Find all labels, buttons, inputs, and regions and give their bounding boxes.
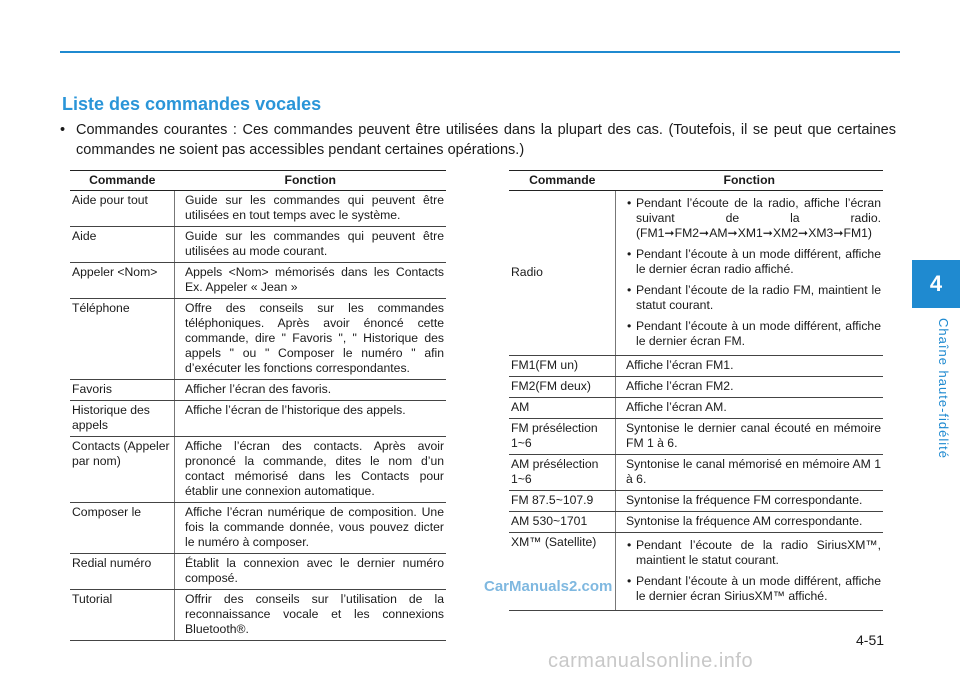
watermark-carmanualsonline: carmanualsonline.info (548, 650, 754, 672)
table-row (70, 263, 446, 299)
command-cell: FM2(FM deux) (509, 377, 616, 398)
table-row (70, 437, 446, 503)
col-header-command: Commande (509, 171, 616, 191)
table-row (70, 590, 446, 641)
table-row-xm (509, 533, 883, 611)
function-cell (616, 191, 884, 356)
section-title: Liste des commandes vocales (62, 94, 322, 114)
chapter-tab (912, 260, 960, 308)
intro-paragraph (60, 120, 896, 160)
bullet-icon: • (60, 122, 66, 138)
function-cell: Syntonise la fréquence FM correspondante. (616, 491, 884, 512)
function-cell: Affiche l’écran AM. (616, 398, 884, 419)
table-row (70, 380, 446, 401)
command-cell: FM 87.5~107.9 (509, 491, 616, 512)
command-cell: AM 530~1701 (509, 512, 616, 533)
list-item: • Pendant l’écoute à un mode différent, affiche le dernier écran FM. (636, 319, 881, 349)
command-cell: Redial numéro (70, 554, 175, 590)
command-cell: Téléphone (70, 299, 175, 380)
xm-function-list (626, 538, 881, 604)
function-cell (616, 533, 884, 611)
table-row (70, 554, 446, 590)
command-cell: Appeler <Nom> (70, 263, 175, 299)
list-item: • Pendant l’écoute de la radio SiriusXM™, maintient le statut courant. (636, 538, 881, 568)
command-cell: AM présélection 1~6 (509, 455, 616, 491)
page-number: 4-51 (856, 632, 885, 648)
function-cell: Syntonise le dernier canal écouté en mémoire FM 1 à 6. (616, 419, 884, 455)
command-cell: Radio (509, 191, 616, 356)
table-row (509, 455, 883, 491)
function-cell: Affiche l’écran numérique de composition. Une fois la commande donnée, vous pouvez dicter le numéro à composer. (175, 503, 447, 554)
function-cell: Syntonise la fréquence AM correspondante. (616, 512, 884, 533)
function-cell: Établit la connexion avec le dernier numéro composé. (175, 554, 447, 590)
command-cell: Tutorial (70, 590, 175, 641)
function-cell: Offre des conseils sur les commandes téléphoniques. Après avoir énoncé cette commande, dire " Favoris ", " Historique des appels " ou " Composer le numéro " afin d’exécuter les fonctions correspondantes. (175, 299, 447, 380)
function-cell: Affiche l’écran FM1. (616, 356, 884, 377)
function-cell: Guide sur les commandes qui peuvent être utilisées au mode courant. (175, 227, 447, 263)
command-cell: FM présélection 1~6 (509, 419, 616, 455)
chapter-title: Chaîne haute-fidélité (936, 318, 951, 459)
function-cell: Offrir des conseils sur l’utilisation de la reconnaissance vocale et les connexions Bluetooth®. (175, 590, 447, 641)
command-cell: Historique des appels (70, 401, 175, 437)
list-item: • Pendant l’écoute à un mode différent, affiche le dernier écran radio affiché. (636, 247, 881, 277)
intro-text: Commandes courantes : Ces commandes peuvent être utilisées dans la plupart des cas. (Toutefois, il se peut que certaines commandes ne soient pas accessibles pendant certaines opérations.) (76, 122, 896, 158)
col-header-function: Fonction (616, 171, 884, 191)
command-cell: XM™ (Satellite) (509, 533, 616, 611)
radio-function-list (626, 196, 881, 349)
header-rule (60, 51, 900, 53)
commands-table-left (70, 170, 446, 641)
table-row (70, 227, 446, 263)
command-cell: Favoris (70, 380, 175, 401)
table-row (70, 401, 446, 437)
command-cell: AM (509, 398, 616, 419)
command-cell: FM1(FM un) (509, 356, 616, 377)
function-cell: Affiche l’écran FM2. (616, 377, 884, 398)
col-header-function: Fonction (175, 171, 447, 191)
table-row (70, 191, 446, 227)
command-cell: Composer le (70, 503, 175, 554)
table-row (509, 512, 883, 533)
function-cell: Guide sur les commandes qui peuvent être utilisées en tout temps avec le système. (175, 191, 447, 227)
table-row (509, 356, 883, 377)
table-row (509, 491, 883, 512)
table-row (509, 419, 883, 455)
col-header-command: Commande (70, 171, 175, 191)
command-cell: Contacts (Appeler par nom) (70, 437, 175, 503)
list-item: • Pendant l’écoute à un mode différent, affiche le dernier écran SiriusXM™ affiché. (636, 574, 881, 604)
list-item: • Pendant l’écoute de la radio, affiche l’écran suivant de la radio. (FM1➞FM2➞AM➞XM1➞XM2➞XM3➞FM1) (636, 196, 881, 241)
command-cell: Aide pour tout (70, 191, 175, 227)
table-row (509, 377, 883, 398)
commands-table-right (509, 170, 883, 611)
function-cell: Syntonise le canal mémorisé en mémoire AM 1 à 6. (616, 455, 884, 491)
table-row (509, 398, 883, 419)
table-row (70, 503, 446, 554)
function-cell: Afficher l’écran des favoris. (175, 380, 447, 401)
function-cell: Appels <Nom> mémorisés dans les Contacts Ex. Appeler « Jean » (175, 263, 447, 299)
table-row-radio (509, 191, 883, 356)
function-cell: Affiche l’écran de l’historique des appels. (175, 401, 447, 437)
function-cell: Affiche l’écran des contacts. Après avoir prononcé la commande, dites le nom d’un contact mémorisé dans les Contacts pour établir une connexion automatique. (175, 437, 447, 503)
chapter-number: 4 (929, 271, 943, 296)
watermark-carmanuals2: CarManuals2.com (484, 578, 613, 595)
command-cell: Aide (70, 227, 175, 263)
list-item: • Pendant l’écoute de la radio FM, maintient le statut courant. (636, 283, 881, 313)
table-row (70, 299, 446, 380)
